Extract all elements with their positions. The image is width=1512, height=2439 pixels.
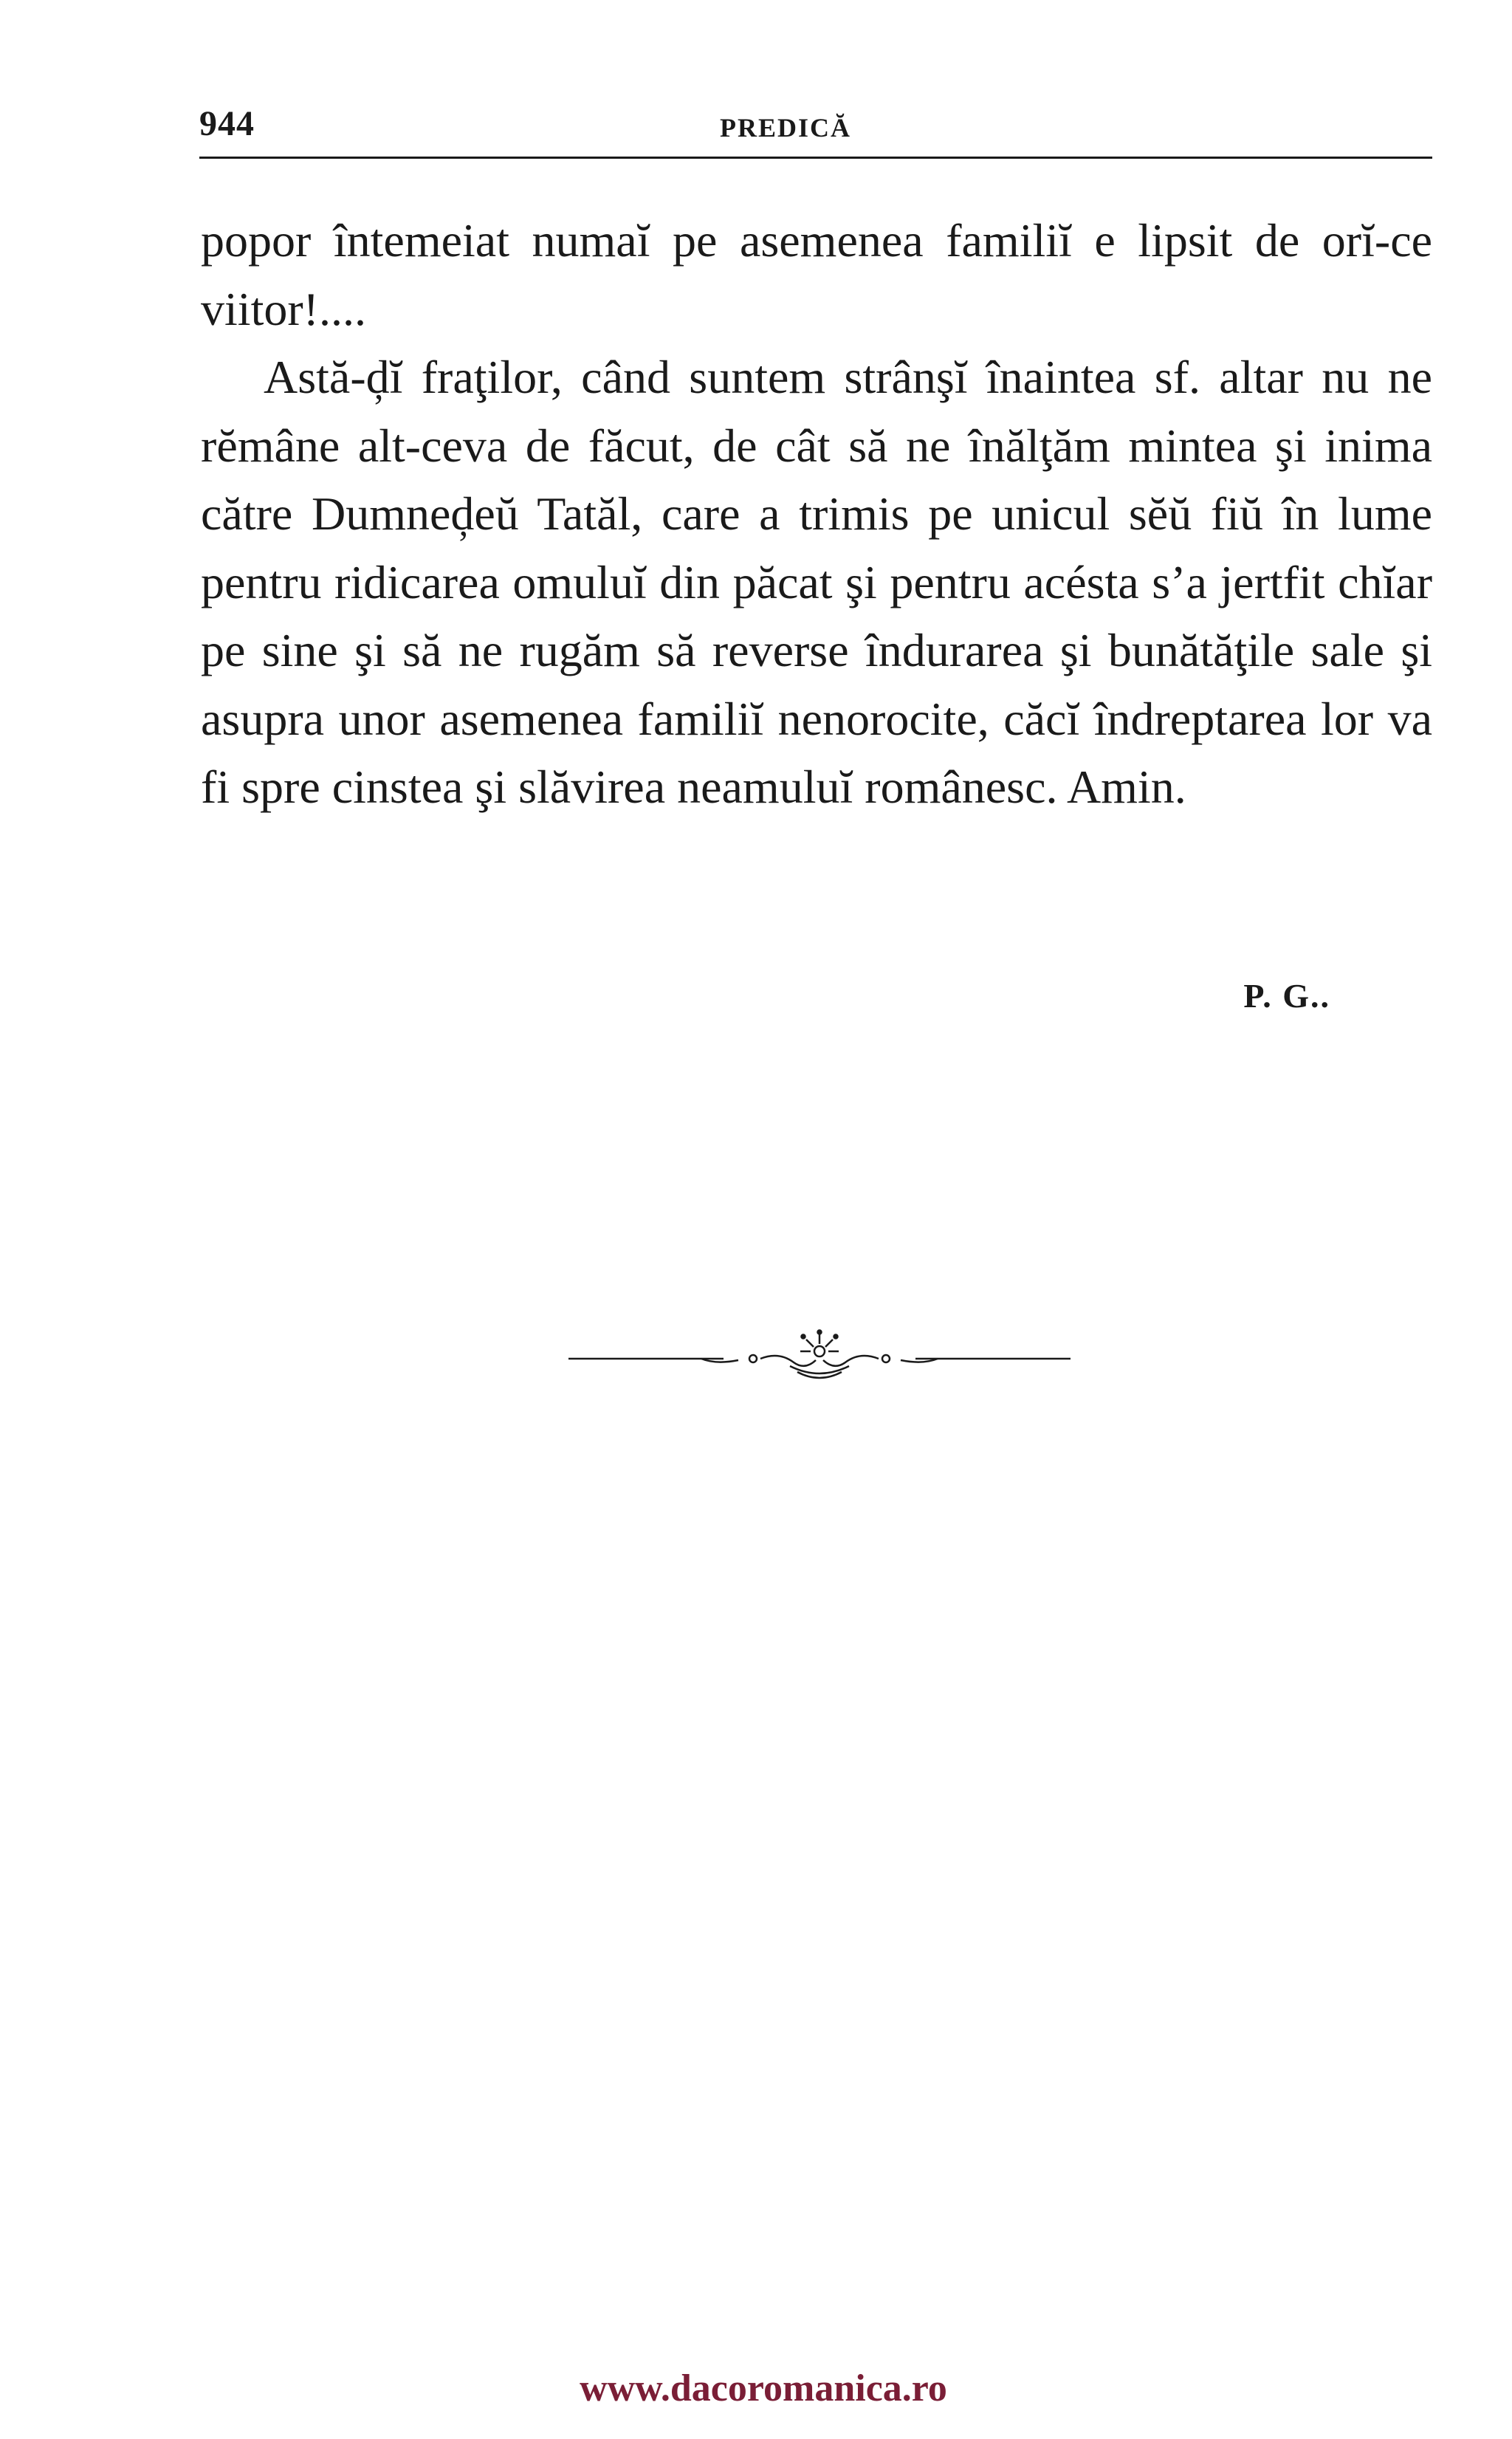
watermark-url: www.dacoromanica.ro [580, 2367, 947, 2409]
paragraph-2: Astă-ḑĭ fraţilor, când suntem strânşĭ înaintea sf. altar nu ne rĕmâne alt-ceva de făcut, de cât să ne înălţăm mintea şi inima către Dumneḑeŭ Tatăl, care a trimis pe unicul sĕŭ fiŭ în lume pentru ridicarea omuluĭ din păcat şi pentru acésta s’a jertfit chĭar pe sine şi să ne rugăm să reverse îndurarea şi bunătăţile sale şi asupra unor asemenea familiĭ nenorocite, căcĭ îndreptarea lor va fi spre cinstea şi slăvirea neamuluĭ românesc. Amin. [201, 351, 1432, 813]
paragraph-1: popor întemeiat numaĭ pe asemenea familiĭ e lipsit de orĭ-ce viitor!.... [201, 214, 1432, 335]
header-rule [199, 157, 1432, 159]
body-text [201, 207, 1432, 822]
page-number: 944 [199, 104, 255, 143]
running-title: PREDICĂ [719, 113, 851, 143]
ornament-divider-icon [568, 1329, 1071, 1388]
signature: P. G.. [1243, 977, 1330, 1015]
